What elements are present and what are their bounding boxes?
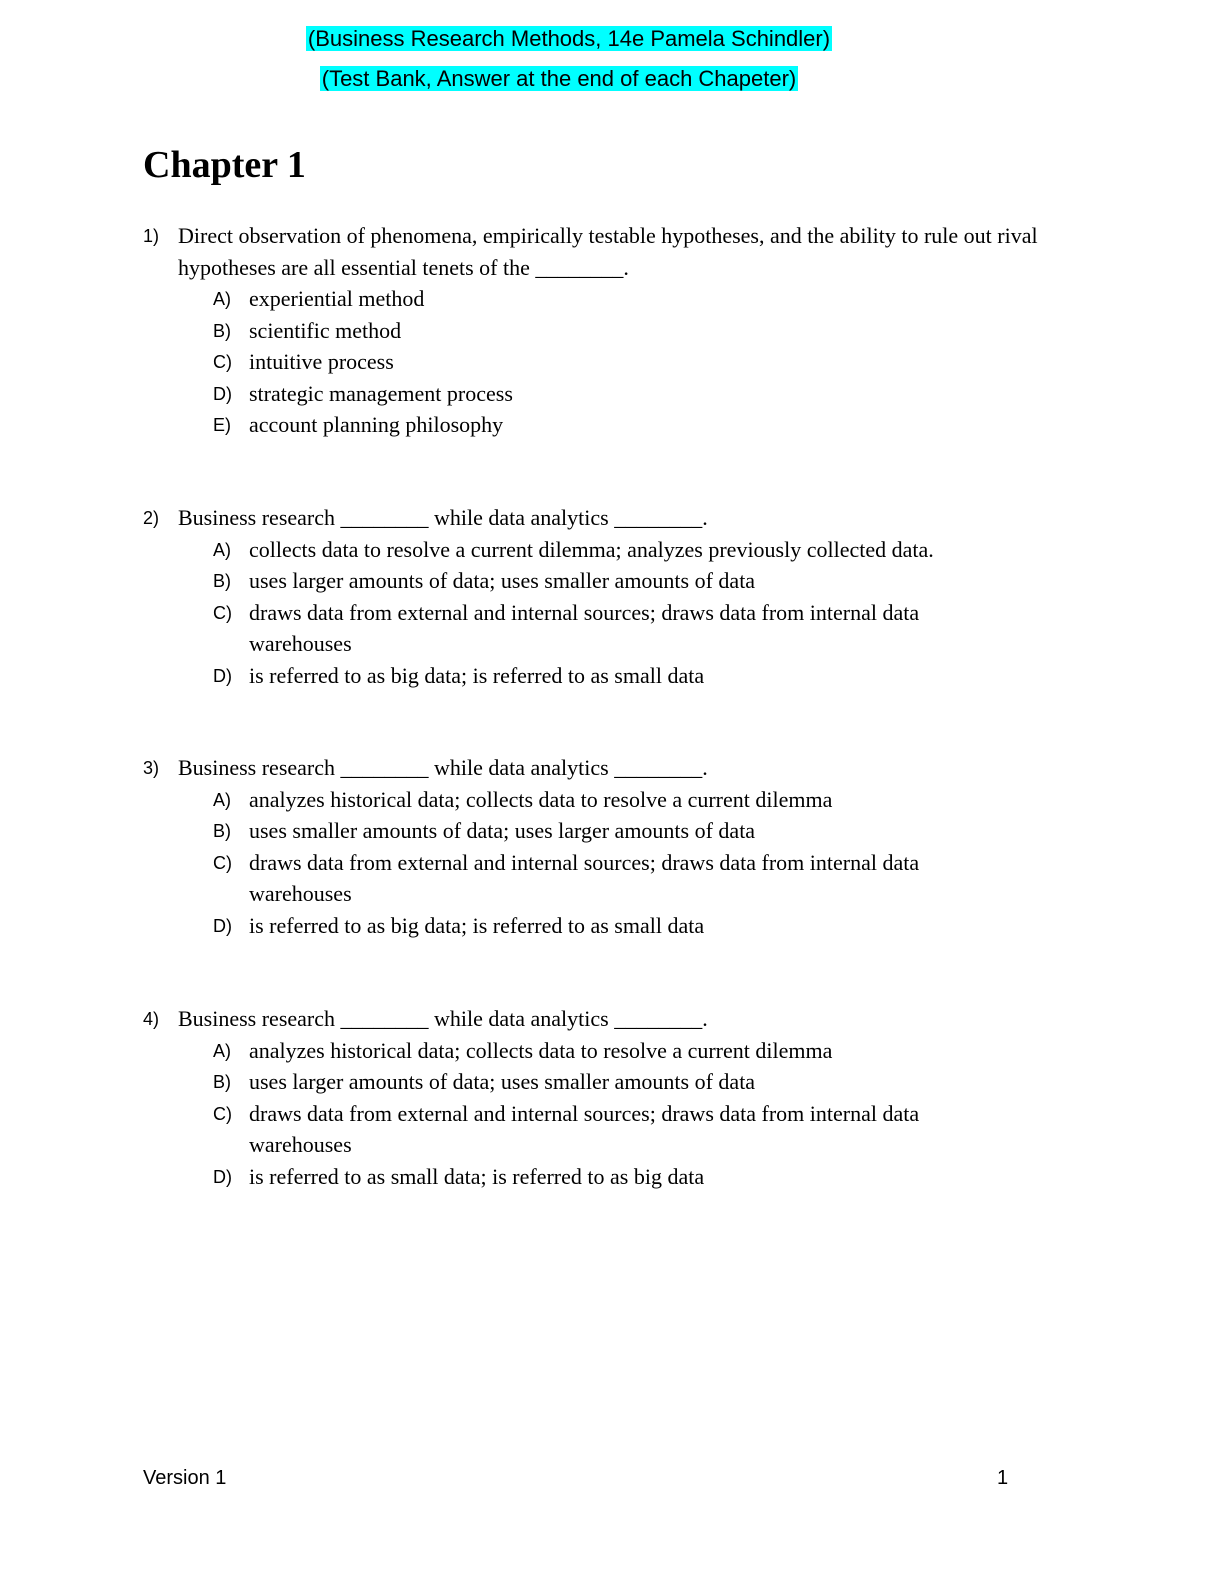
answer-option (143, 565, 1083, 597)
option-text: draws data from external and internal sources; draws data from internal data warehouses (249, 849, 920, 906)
question-stem (143, 1003, 1083, 1035)
option-letter: D) (213, 665, 232, 686)
option-text: is referred to as big data; is referred to as small data (249, 912, 705, 938)
answer-option (143, 315, 1083, 347)
answer-option (143, 1035, 1083, 1067)
option-letter: B) (213, 571, 231, 591)
question-stem (143, 502, 1083, 534)
option-text: strategic management process (249, 380, 513, 406)
question-number: 1) (143, 226, 160, 246)
answer-option (143, 1066, 1083, 1098)
option-text: uses smaller amounts of data; uses larger amounts of data (249, 818, 756, 843)
option-letter: C) (213, 852, 232, 873)
option-text: is referred to as small data; is referred to as big data (249, 1163, 705, 1189)
answer-option (143, 534, 1083, 566)
option-text: collects data to resolve a current dilemma; analyzes previously collected data. (249, 536, 934, 562)
question-number: 2) (143, 508, 160, 528)
option-letter: A) (213, 1040, 231, 1061)
header-highlight-1: (Business Research Methods, 14e Pamela Schindler) (307, 26, 831, 51)
option-text: analyzes historical data; collects data to resolve a current dilemma (249, 1037, 833, 1063)
question-number: 4) (143, 1009, 160, 1029)
option-text: draws data from external and internal sources; draws data from internal data warehouses (249, 1100, 920, 1157)
question-2 (143, 502, 1083, 691)
option-text: intuitive process (249, 349, 394, 374)
answer-options (143, 784, 1083, 942)
option-letter: B) (213, 320, 231, 341)
answer-option (143, 409, 1083, 441)
answer-option (143, 784, 1083, 816)
option-text: uses larger amounts of data; uses smaller amounts of data (249, 1069, 756, 1094)
answer-option (143, 847, 1083, 910)
option-letter: C) (213, 1103, 232, 1124)
header-highlight-2: (Test Bank, Answer at the end of each Chapeter) (321, 66, 797, 91)
option-text: uses larger amounts of data; uses smaller amounts of data (249, 568, 756, 593)
option-letter: A) (213, 539, 231, 560)
option-letter: A) (213, 789, 231, 810)
header-line-1 (0, 25, 1181, 53)
answer-option (143, 815, 1083, 847)
option-letter: D) (213, 383, 232, 404)
answer-option (143, 378, 1083, 410)
option-letter: D) (213, 915, 232, 936)
question-stem (143, 752, 1083, 784)
option-text: experiential method (249, 286, 425, 311)
question-text: Business research ________ while data analytics ________. (178, 1006, 708, 1031)
option-letter: D) (213, 1166, 232, 1187)
question-text: Business research ________ while data analytics ________. (178, 755, 708, 780)
question-4 (143, 1003, 1083, 1192)
answer-option (143, 910, 1083, 942)
option-text: account planning philosophy (249, 412, 504, 437)
option-letter: C) (213, 602, 232, 623)
question-3 (143, 752, 1083, 941)
option-text: analyzes historical data; collects data to resolve a current dilemma (249, 786, 833, 812)
answer-options (143, 1035, 1083, 1193)
header-line-2 (0, 65, 1171, 93)
answer-option (143, 1098, 1083, 1161)
answer-option (143, 346, 1083, 378)
question-number: 3) (143, 758, 160, 778)
answer-option (143, 597, 1083, 660)
answer-option (143, 660, 1083, 692)
footer-version: Version 1 (143, 1467, 227, 1489)
option-letter: E) (213, 415, 231, 435)
question-text: Business research ________ while data analytics ________. (178, 505, 708, 530)
question-1 (143, 220, 1083, 441)
footer-page-number: 1 (997, 1467, 1009, 1489)
option-text: scientific method (249, 317, 402, 343)
option-text: is referred to as big data; is referred to as small data (249, 662, 705, 688)
question-text: Direct observation of phenomena, empirically testable hypotheses, and the ability to rule out rival hypotheses are all essential tenets of the ________. (178, 223, 1038, 280)
answer-option (143, 1161, 1083, 1193)
question-stem (143, 220, 1083, 283)
option-letter: C) (213, 352, 232, 372)
answer-options (143, 283, 1083, 441)
option-letter: A) (213, 289, 231, 309)
answer-options (143, 534, 1083, 692)
option-text: draws data from external and internal sources; draws data from internal data warehouses (249, 599, 920, 656)
answer-option (143, 283, 1083, 315)
option-letter: B) (213, 821, 231, 841)
option-letter: B) (213, 1072, 231, 1092)
chapter-title: Chapter 1 (143, 144, 306, 186)
